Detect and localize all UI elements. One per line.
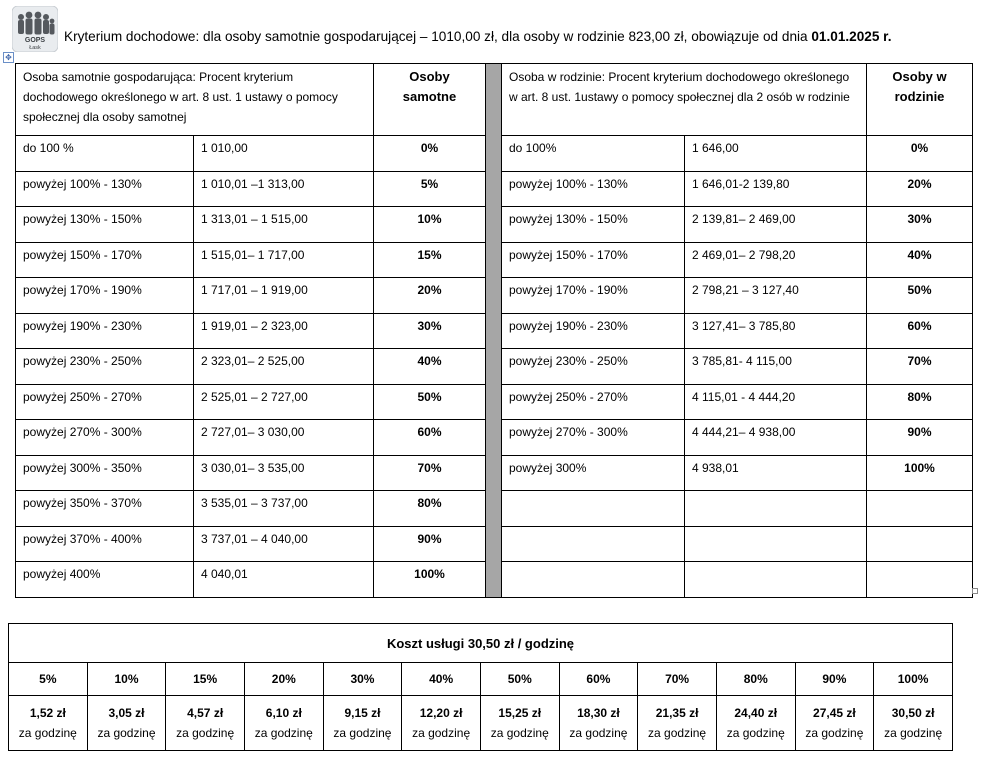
cost-percent: 50%	[480, 663, 559, 696]
svg-text:Łask: Łask	[29, 45, 41, 51]
table-header-row	[16, 64, 973, 136]
svg-text:GOPS: GOPS	[24, 37, 46, 44]
family-amount: 3 127,41– 3 785,80	[685, 313, 867, 349]
family-pct: 0%	[867, 136, 973, 172]
cost-percent: 5%	[9, 663, 88, 696]
single-pct: 15%	[374, 242, 486, 278]
family-desc: Osoba w rodzinie: Procent kryterium dochodowego określonego w art. 8 ust. 1ustawy o pomocy społecznej dla 2 osób w rodzinie	[502, 64, 867, 136]
cost-unit: za godzinę	[569, 726, 628, 740]
single-pct: 30%	[374, 313, 486, 349]
cost-value: 15,25 zł	[498, 706, 542, 720]
family-range: powyżej 130% - 150%	[502, 207, 685, 243]
family-range: do 100%	[502, 136, 685, 172]
cost-percent: 60%	[559, 663, 638, 696]
family-amount: 4 115,01 - 4 444,20	[685, 384, 867, 420]
family-pct	[867, 491, 973, 527]
single-range: powyżej 270% - 300%	[16, 420, 194, 456]
single-range: powyżej 300% - 350%	[16, 455, 194, 491]
family-range	[502, 562, 685, 598]
single-range: powyżej 150% - 170%	[16, 242, 194, 278]
cost-value: 21,35 zł	[655, 706, 699, 720]
cost-value: 24,40 zł	[734, 706, 778, 720]
cost-value: 3,05 zł	[108, 706, 145, 720]
single-pct: 100%	[374, 562, 486, 598]
single-range: powyżej 350% - 370%	[16, 491, 194, 527]
cost-value: 12,20 zł	[419, 706, 463, 720]
family-range: powyżej 190% - 230%	[502, 313, 685, 349]
cost-unit: za godzinę	[412, 726, 471, 740]
single-col-title: Osoby samotne	[374, 64, 486, 136]
cost-unit: za godzinę	[333, 726, 392, 740]
family-range: powyżej 170% - 190%	[502, 278, 685, 314]
family-pct	[867, 562, 973, 598]
single-range: powyżej 170% - 190%	[16, 278, 194, 314]
cost-percent: 15%	[166, 663, 245, 696]
table-resize-handle[interactable]	[972, 588, 978, 594]
family-amount: 1 646,01-2 139,80	[685, 171, 867, 207]
cost-value-cell	[874, 696, 953, 751]
single-amount: 3 737,01 – 4 040,00	[194, 526, 374, 562]
cost-percent: 100%	[874, 663, 953, 696]
cost-percent: 80%	[716, 663, 795, 696]
family-range: powyżej 150% - 170%	[502, 242, 685, 278]
cost-value-cell	[323, 696, 402, 751]
cost-value: 9,15 zł	[344, 706, 381, 720]
family-range	[502, 491, 685, 527]
gops-logo	[12, 6, 58, 52]
criterion-table	[15, 63, 973, 598]
single-amount: 3 030,01– 3 535,00	[194, 455, 374, 491]
single-amount: 1 919,01 – 2 323,00	[194, 313, 374, 349]
single-pct: 90%	[374, 526, 486, 562]
family-pct	[867, 526, 973, 562]
cost-unit: za godzinę	[884, 726, 943, 740]
single-range: do 100 %	[16, 136, 194, 172]
header-text: Kryterium dochodowe: dla osoby samotnie gospodarującej – 1010,00 zł, dla osoby w rodzinie 823,00 zł, obowiązuje od dnia	[64, 29, 812, 44]
cost-unit: za godzinę	[490, 726, 549, 740]
cost-percent: 20%	[244, 663, 323, 696]
cost-value: 18,30 zł	[577, 706, 620, 720]
family-amount: 2 139,81– 2 469,00	[685, 207, 867, 243]
single-amount: 3 535,01 – 3 737,00	[194, 491, 374, 527]
family-pct: 60%	[867, 313, 973, 349]
single-pct: 5%	[374, 171, 486, 207]
family-amount: 3 785,81- 4 115,00	[685, 349, 867, 385]
cost-value-cell	[480, 696, 559, 751]
single-amount: 1 010,00	[194, 136, 374, 172]
cost-value: 30,50 zł	[891, 706, 935, 720]
single-pct: 80%	[374, 491, 486, 527]
cost-value-cell	[402, 696, 481, 751]
family-amount: 2 798,21 – 3 127,40	[685, 278, 867, 314]
single-range: powyżej 130% - 150%	[16, 207, 194, 243]
cost-unit: za godzinę	[97, 726, 156, 740]
single-range: powyżej 100% - 130%	[16, 171, 194, 207]
income-criterion-header	[64, 29, 892, 44]
family-range	[502, 526, 685, 562]
family-amount: 1 646,00	[685, 136, 867, 172]
cost-percent: 40%	[402, 663, 481, 696]
cost-unit: za godzinę	[18, 726, 77, 740]
family-pct: 20%	[867, 171, 973, 207]
cost-percent: 10%	[87, 663, 166, 696]
family-amount: 2 469,01– 2 798,20	[685, 242, 867, 278]
single-amount: 1 010,01 –1 313,00	[194, 171, 374, 207]
cost-value: 4,57 zł	[187, 706, 224, 720]
single-amount: 4 040,01	[194, 562, 374, 598]
single-amount: 2 323,01– 2 525,00	[194, 349, 374, 385]
cost-unit: za godzinę	[805, 726, 864, 740]
single-pct: 40%	[374, 349, 486, 385]
single-amount: 1 515,01– 1 717,00	[194, 242, 374, 278]
cost-percent: 30%	[323, 663, 402, 696]
cost-value: 27,45 zł	[813, 706, 856, 720]
single-amount: 1 313,01 – 1 515,00	[194, 207, 374, 243]
family-range: powyżej 300%	[502, 455, 685, 491]
single-range: powyżej 370% - 400%	[16, 526, 194, 562]
single-pct: 60%	[374, 420, 486, 456]
table-move-handle-icon[interactable]: ✥	[3, 52, 14, 63]
single-pct: 0%	[374, 136, 486, 172]
family-range: powyżej 230% - 250%	[502, 349, 685, 385]
family-pct: 70%	[867, 349, 973, 385]
family-amount	[685, 491, 867, 527]
family-pct: 40%	[867, 242, 973, 278]
cost-value: 1,52 zł	[29, 706, 66, 720]
single-pct: 70%	[374, 455, 486, 491]
single-amount: 2 525,01 – 2 727,00	[194, 384, 374, 420]
single-range: powyżej 400%	[16, 562, 194, 598]
single-range: powyżej 250% - 270%	[16, 384, 194, 420]
cost-unit: za godzinę	[254, 726, 313, 740]
family-pct: 90%	[867, 420, 973, 456]
cost-unit: za godzinę	[648, 726, 707, 740]
single-amount: 1 717,01 – 1 919,00	[194, 278, 374, 314]
single-desc: Osoba samotnie gospodarująca: Procent kryterium dochodowego określonego w art. 8 ust. 1 ustawy o pomocy społecznej dla osoby samotnej	[16, 64, 374, 136]
family-pct: 80%	[867, 384, 973, 420]
family-amount	[685, 562, 867, 598]
cost-value-cell	[559, 696, 638, 751]
family-col-title: Osoby w rodzinie	[867, 64, 973, 136]
single-pct: 50%	[374, 384, 486, 420]
cost-value-cell	[244, 696, 323, 751]
cost-value-cell	[166, 696, 245, 751]
cost-value-cell	[795, 696, 874, 751]
cost-percent: 70%	[638, 663, 717, 696]
family-amount	[685, 526, 867, 562]
cost-table	[8, 623, 953, 751]
cost-value-cell	[638, 696, 717, 751]
family-range: powyżej 100% - 130%	[502, 171, 685, 207]
header-date: 01.01.2025 r.	[811, 29, 892, 44]
family-amount: 4 444,21– 4 938,00	[685, 420, 867, 456]
cost-unit: za godzinę	[176, 726, 235, 740]
family-range: powyżej 270% - 300%	[502, 420, 685, 456]
cost-title: Koszt usługi 30,50 zł / godzinę	[9, 624, 953, 663]
family-amount: 4 938,01	[685, 455, 867, 491]
single-range: powyżej 190% - 230%	[16, 313, 194, 349]
family-pct: 50%	[867, 278, 973, 314]
family-pct: 100%	[867, 455, 973, 491]
single-pct: 20%	[374, 278, 486, 314]
single-pct: 10%	[374, 207, 486, 243]
family-pct: 30%	[867, 207, 973, 243]
cost-value-cell	[9, 696, 88, 751]
family-range: powyżej 250% - 270%	[502, 384, 685, 420]
cost-value-cell	[87, 696, 166, 751]
column-separator	[486, 64, 502, 598]
cost-value: 6,10 zł	[265, 706, 302, 720]
cost-percent: 90%	[795, 663, 874, 696]
cost-value-cell	[716, 696, 795, 751]
cost-unit: za godzinę	[726, 726, 785, 740]
single-range: powyżej 230% - 250%	[16, 349, 194, 385]
single-amount: 2 727,01– 3 030,00	[194, 420, 374, 456]
